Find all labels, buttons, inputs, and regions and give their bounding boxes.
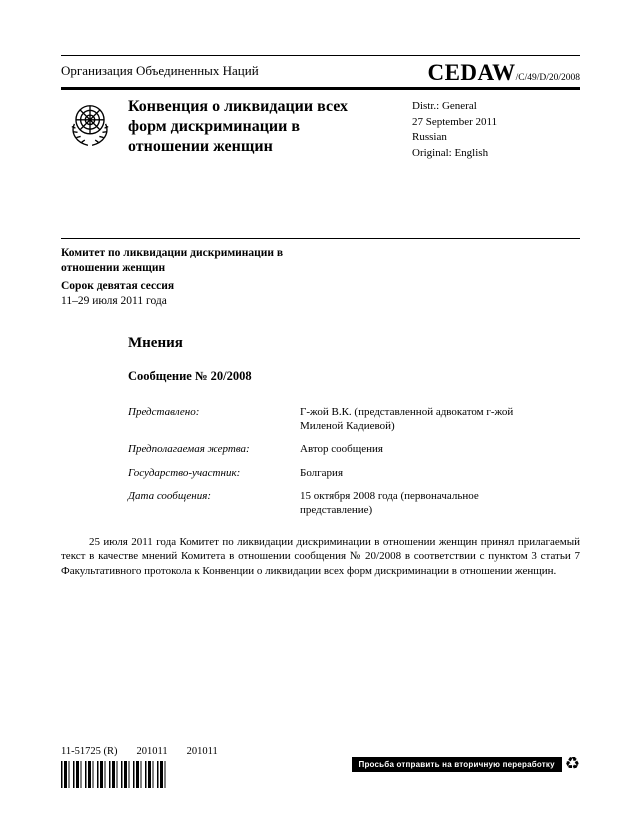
document-symbol	[427, 61, 580, 84]
footer	[61, 746, 580, 788]
field-value: 15 октября 2008 года (первоначальное представление)	[300, 489, 479, 517]
committee-name: Комитет по ликвидации дискриминации в отношении женщин	[61, 247, 284, 274]
footer-identifiers	[61, 746, 218, 788]
document-number-line	[61, 746, 218, 757]
document-number: 11-51725 (R)	[61, 746, 118, 757]
field-row-submitted-by	[128, 405, 580, 434]
adoption-paragraph: 25 июля 2011 года Комитет по ликвидации дискриминации в отношении женщин принял прилагаемый текст в качестве мнений Комитета в отношении сообщения № 20/2008 в соответствии с пунктом 3 статьи 7 Факультативного протокола к Конвенции о ликвидации всех форм дискриминации в отношении женщин.	[61, 535, 580, 577]
views-heading: Мнения	[128, 334, 183, 351]
barcode	[61, 761, 167, 788]
un-emblem-icon	[64, 99, 116, 151]
field-value: Г-жой В.К. (представленной адвокатом г-жой Миленой Кадиевой)	[300, 405, 514, 433]
masthead	[61, 90, 580, 238]
document-symbol-suffix: /C/49/D/20/2008	[515, 73, 580, 83]
recycle-notice-group	[352, 756, 580, 773]
recycle-icon: ♻	[564, 754, 580, 774]
session-dates: 11–29 июля 2011 года	[61, 294, 167, 307]
field-row-communication-date	[128, 489, 580, 518]
communication-heading: Сообщение № 20/2008	[128, 368, 252, 383]
session-title: Сорок девятая сессия	[61, 279, 175, 292]
distribution-info	[412, 97, 580, 238]
field-label: Предполагаемая жертва:	[128, 443, 250, 456]
convention-title: Конвенция о ликвидации всех форм дискриминации в отношении женщин	[128, 98, 349, 155]
field-row-alleged-victim	[128, 442, 580, 456]
field-label: Представлено:	[128, 405, 200, 418]
distr-line: Distr.: General	[412, 100, 477, 112]
field-value: Автор сообщения	[300, 443, 383, 456]
language-line: Russian	[412, 131, 447, 144]
print-code-1: 201011	[136, 746, 168, 757]
committee-block	[61, 239, 580, 309]
print-code-2: 201011	[186, 746, 218, 757]
original-language-line: Original: English	[412, 146, 489, 159]
organization-name: Организация Объединенных Наций	[61, 63, 259, 78]
date-line: 27 September 2011	[412, 115, 498, 128]
case-fields	[128, 405, 580, 518]
field-label: Государство-участник:	[128, 466, 241, 479]
field-row-state-party	[128, 466, 580, 480]
recycle-notice: Просьба отправить на вторичную переработку	[352, 757, 562, 772]
document-header	[61, 56, 580, 87]
field-label: Дата сообщения:	[128, 489, 212, 502]
document-symbol-main: CEDAW	[427, 60, 516, 85]
field-value: Болгария	[300, 466, 344, 479]
